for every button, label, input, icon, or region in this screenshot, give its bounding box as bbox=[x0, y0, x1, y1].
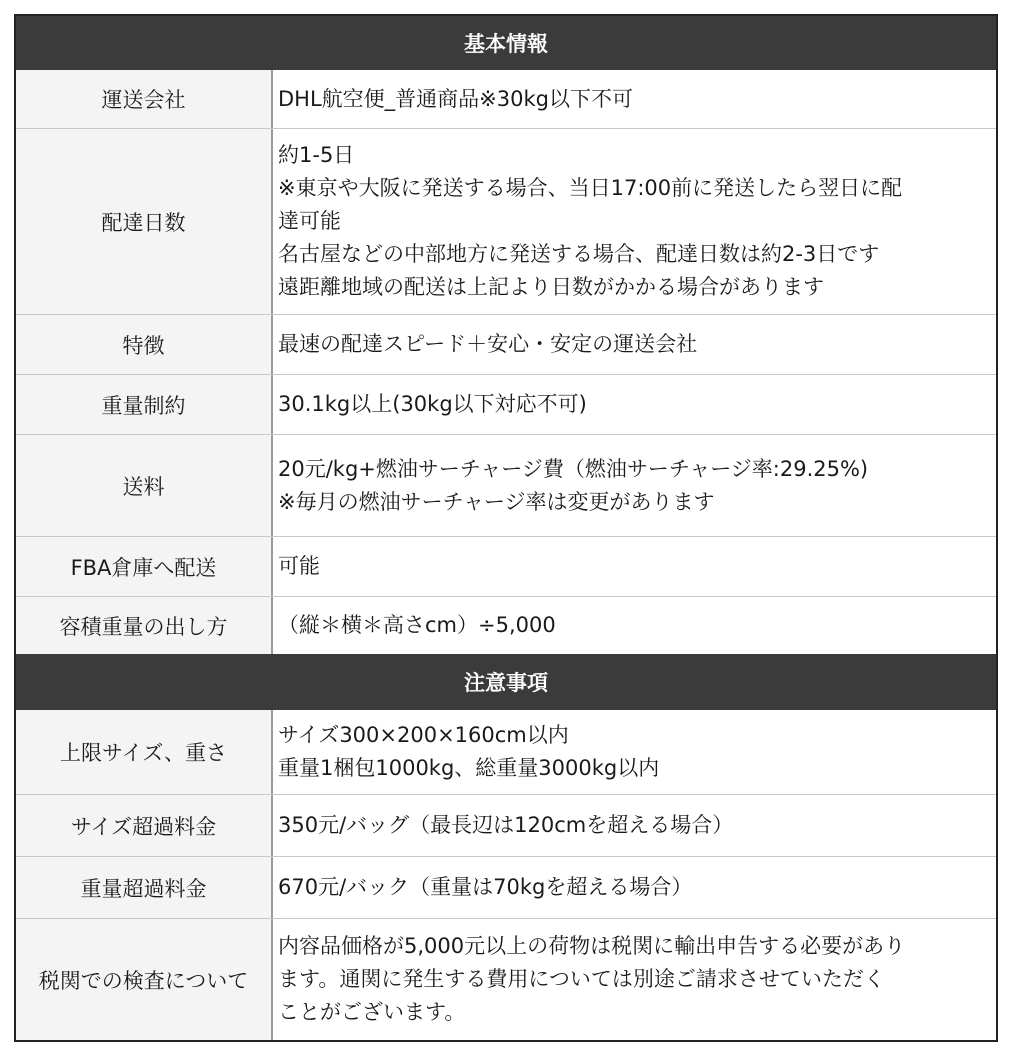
value-line: 重量1梱包1000kg、総重量3000kg以内 bbox=[278, 756, 660, 780]
value-line: 約1-5日 bbox=[278, 143, 355, 167]
table-row-max-size-weight bbox=[16, 710, 996, 794]
table-row-customs-inspection bbox=[16, 918, 996, 1040]
row-label: 特徴 bbox=[16, 315, 273, 374]
table-row-shipping-fee bbox=[16, 434, 996, 536]
value-line: ※毎月の燃油サーチャージ率は変更があります bbox=[278, 489, 715, 514]
row-value bbox=[273, 70, 996, 128]
row-value bbox=[273, 597, 996, 654]
row-label: 配達日数 bbox=[16, 129, 273, 314]
table-row-overweight-fee bbox=[16, 856, 996, 918]
value-line: 20元/kg+燃油サーチャージ費（燃油サーチャージ率:29.25%) bbox=[278, 456, 869, 481]
row-label: 上限サイズ、重さ bbox=[16, 710, 273, 794]
value-line: 350元/バッグ（最長辺は120cmを超える場合） bbox=[278, 813, 734, 837]
value-line: 30.1kg以上(30kg以下対応不可) bbox=[278, 392, 587, 416]
value-line: ことがございます。 bbox=[278, 1000, 466, 1024]
value-line: ※東京や大阪に発送する場合、当日17:00前に発送したら翌日に配 bbox=[278, 176, 903, 200]
row-value bbox=[273, 129, 996, 314]
shipping-info-table bbox=[14, 14, 998, 1042]
value-line: 670元/バック（重量は70kgを超える場合） bbox=[278, 875, 693, 899]
row-value bbox=[273, 537, 996, 596]
table-row-oversize-fee bbox=[16, 794, 996, 856]
row-label: 重量超過料金 bbox=[16, 857, 273, 918]
row-value bbox=[273, 375, 996, 434]
row-label: 運送会社 bbox=[16, 70, 273, 128]
row-label: 税関での検査について bbox=[16, 919, 273, 1040]
value-line: DHL航空便_普通商品※30kg以下不可 bbox=[278, 86, 633, 111]
row-value bbox=[273, 919, 996, 1040]
table-row-carrier bbox=[16, 70, 996, 128]
value-line: 遠距離地域の配送は上記より日数がかかる場合があります bbox=[278, 275, 824, 299]
value-line: 達可能 bbox=[278, 209, 341, 233]
value-line: 可能 bbox=[278, 554, 320, 578]
table-row-volumetric-weight bbox=[16, 596, 996, 654]
value-line: 最速の配達スピード＋安心・安定の運送会社 bbox=[278, 332, 698, 356]
table-row-fba bbox=[16, 536, 996, 596]
row-value bbox=[273, 795, 996, 856]
value-line: 内容品価格が5,000元以上の荷物は税関に輸出申告する必要があり bbox=[278, 934, 906, 958]
table-row-features bbox=[16, 314, 996, 374]
section-header-notes: 注意事項 bbox=[16, 654, 996, 710]
value-line: サイズ300×200×160cm以内 bbox=[278, 723, 569, 747]
section-header-basic: 基本情報 bbox=[16, 16, 996, 70]
row-value bbox=[273, 315, 996, 374]
row-label: 送料 bbox=[16, 435, 273, 536]
row-label: 容積重量の出し方 bbox=[16, 597, 273, 654]
row-value bbox=[273, 857, 996, 918]
row-value bbox=[273, 435, 996, 536]
value-line: ます。通関に発生する費用については別途ご請求させていただく bbox=[278, 967, 885, 991]
row-value bbox=[273, 710, 996, 794]
table-row-delivery-days bbox=[16, 128, 996, 314]
row-label: FBA倉庫へ配送 bbox=[16, 537, 273, 596]
table-row-weight-limit bbox=[16, 374, 996, 434]
row-label: サイズ超過料金 bbox=[16, 795, 273, 856]
row-label: 重量制約 bbox=[16, 375, 273, 434]
value-line: 名古屋などの中部地方に発送する場合、配達日数は約2-3日です bbox=[278, 242, 880, 266]
value-line: （縦＊横＊高さcm）÷5,000 bbox=[278, 613, 556, 637]
